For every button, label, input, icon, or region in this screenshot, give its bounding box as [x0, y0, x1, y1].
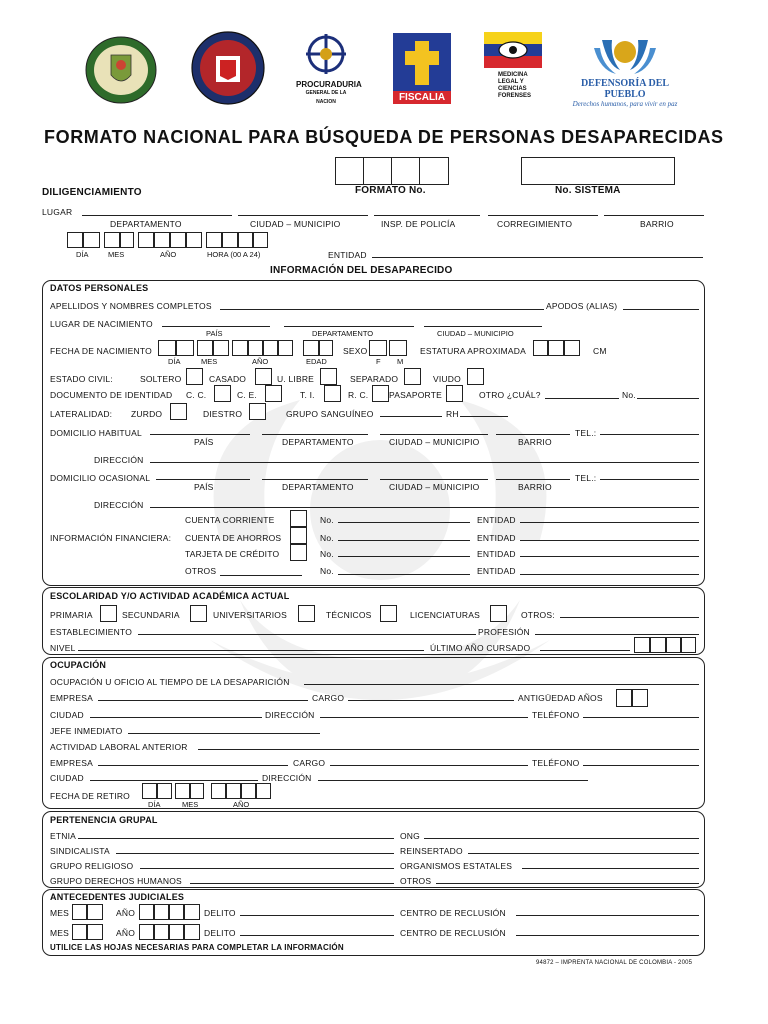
dom-hab-barrio-label: BARRIO [518, 437, 552, 447]
nac-ano-box-1[interactable] [232, 340, 248, 356]
ultimo-box-4[interactable] [681, 637, 696, 653]
estatura-box-1[interactable] [533, 340, 548, 356]
retiro-ano-box-1[interactable] [211, 783, 226, 799]
dom-hab-tel-line[interactable] [600, 434, 699, 435]
ant-mes-label-2: MES [50, 928, 70, 938]
datos-personales-title: DATOS PERSONALES [50, 283, 149, 293]
ant-ano-box-1b[interactable] [154, 904, 169, 920]
formato-no-box-1[interactable] [335, 157, 364, 185]
profesion-line[interactable] [535, 634, 699, 635]
edad-box-2[interactable] [319, 340, 333, 356]
formato-no-box-2[interactable] [363, 157, 392, 185]
direccion2-line[interactable] [318, 780, 588, 781]
dom-oca-pais-label: PAÍS [194, 482, 214, 492]
dom-oca-barrio-label: BARRIO [518, 482, 552, 492]
cuenta-ahorros-label: CUENTA DE AHORROS [185, 533, 282, 543]
ant-ano-box-1c[interactable] [169, 904, 184, 920]
dom-hab-direccion-label: DIRECCIÓN [94, 455, 144, 465]
dom-hab-depto-line[interactable] [262, 434, 368, 435]
procuraduria-logo [296, 30, 362, 106]
etnia-line[interactable] [78, 838, 394, 839]
dom-hab-ciudad-label: CIUDAD – MUNICIPIO [389, 437, 480, 447]
actividad-line[interactable] [198, 749, 699, 750]
pertenencia-title: PERTENENCIA GRUPAL [50, 815, 158, 825]
hora-box-2[interactable] [222, 232, 238, 248]
m-label: M [397, 357, 404, 366]
tarjeta-label: TARJETA DE CRÉDITO [185, 549, 280, 559]
fin-no-line-2[interactable] [338, 540, 470, 541]
tecnicos-label: TÉCNICOS [326, 610, 372, 620]
footer-imprint: 94872 – IMPRENTA NACIONAL DE COLOMBIA - 2005 [536, 960, 693, 966]
retiro-ano-box-4[interactable] [256, 783, 271, 799]
defensoria-logo [560, 30, 690, 106]
ultimo-box-1[interactable] [634, 637, 650, 653]
grupo-line[interactable] [380, 416, 442, 417]
religioso-label: GRUPO RELIGIOSO [50, 861, 134, 871]
ce-label: C. E. [237, 390, 257, 400]
fin-no-label-3: No. [320, 549, 334, 559]
sindicalista-line[interactable] [116, 853, 394, 854]
nac-ano-box-4[interactable] [278, 340, 293, 356]
empresa2-line[interactable] [98, 765, 288, 766]
viudo-label: VIUDO [433, 374, 461, 384]
ano-box-3[interactable] [170, 232, 186, 248]
cargo-label: CARGO [312, 693, 345, 703]
telefono-ocup-line[interactable] [583, 717, 699, 718]
secundaria-box[interactable] [190, 605, 207, 622]
formato-no-box-3[interactable] [391, 157, 420, 185]
estatura-label: ESTATURA APROXIMADA [420, 346, 526, 356]
otro-label: OTRO ¿CUÁL? [479, 390, 541, 400]
retiro-ano-box-3[interactable] [241, 783, 256, 799]
estatura-box-3[interactable] [564, 340, 580, 356]
corregimiento-line[interactable] [488, 215, 598, 216]
hora-box-3[interactable] [238, 232, 253, 248]
no-sistema-box[interactable] [521, 157, 675, 185]
oficio-label: OCUPACIÓN U OFICIO AL TIEMPO DE LA DESAPARICIÓN [50, 677, 290, 687]
ciudad-ocup-label: CIUDAD [50, 710, 84, 720]
ocupacion-title: OCUPACIÓN [50, 660, 107, 670]
retiro-dia-box-1[interactable] [142, 783, 157, 799]
escolaridad-title: ESCOLARIDAD Y/O ACTIVIDAD ACADÉMICA ACTUAL [50, 591, 290, 601]
entidad-label: ENTIDAD [328, 250, 367, 260]
dom-hab-pais-label: PAÍS [194, 437, 214, 447]
dom-hab-barrio-line[interactable] [496, 434, 570, 435]
documento-label: DOCUMENTO DE IDENTIDAD [50, 390, 173, 400]
fin-entidad-line-2[interactable] [520, 540, 699, 541]
antiguedad-box-1[interactable] [616, 689, 632, 707]
edad-box-1[interactable] [303, 340, 319, 356]
otros-escolaridad-line[interactable] [560, 617, 699, 618]
dom-oca-ciudad-label: CIUDAD – MUNICIPIO [389, 482, 480, 492]
nac-ano-box-2[interactable] [248, 340, 263, 356]
dom-hab-ciudad-line[interactable] [380, 434, 488, 435]
apellidos-label: APELLIDOS Y NOMBRES COMPLETOS [50, 301, 212, 311]
derechos-label: GRUPO DERECHOS HUMANOS [50, 876, 182, 886]
diestro-label: DIESTRO [203, 409, 243, 419]
oficio-line[interactable] [304, 684, 699, 685]
profesion-label: PROFESIÓN [478, 627, 530, 637]
jefe-label: JEFE INMEDIATO [50, 726, 123, 736]
otros-pert-line[interactable] [436, 883, 699, 884]
fin-entidad-line-3[interactable] [520, 556, 699, 557]
primaria-label: PRIMARIA [50, 610, 93, 620]
ciudad-nac-label: CIUDAD – MUNICIPIO [437, 329, 514, 338]
antiguedad-box-2[interactable] [632, 689, 648, 707]
retiro-mes-box-1[interactable] [175, 783, 190, 799]
fin-no-label-2: No. [320, 533, 334, 543]
pasaporte-box[interactable] [446, 385, 463, 402]
ant-ano-box-1d[interactable] [184, 904, 200, 920]
dom-oca-direccion-label: DIRECCIÓN [94, 500, 144, 510]
otro-no-label: No. [622, 390, 636, 400]
dom-oca-ciudad-line[interactable] [380, 479, 488, 480]
reinsertado-line[interactable] [468, 853, 699, 854]
hora-label: HORA (00 A 24) [207, 250, 261, 259]
ant-ano-box-2d[interactable] [184, 924, 200, 940]
empresa-line[interactable] [98, 700, 308, 701]
telefono2-line[interactable] [583, 765, 699, 766]
ant-ano-label-2: AÑO [116, 928, 136, 938]
departamento-label: DEPARTAMENTO [110, 219, 182, 229]
fin-no-label-1: No. [320, 515, 334, 525]
retiro-dia-box-2[interactable] [157, 783, 172, 799]
no-sistema-label: No. SISTEMA [555, 185, 621, 196]
ultimo-box-2[interactable] [650, 637, 666, 653]
depto-nac-line[interactable] [284, 326, 414, 327]
otros-fin-line[interactable] [220, 575, 302, 576]
zurdo-box[interactable] [170, 403, 187, 420]
dom-oca-direccion-line[interactable] [150, 507, 699, 508]
police-logo [84, 35, 158, 105]
retiro-ano-label: AÑO [233, 800, 250, 809]
reinsertado-label: REINSERTADO [400, 846, 463, 856]
dom-oca-depto-label: DEPARTAMENTO [282, 482, 354, 492]
dom-hab-direccion-line[interactable] [150, 462, 699, 463]
ultimo-label: ÚLTIMO AÑO CURSADO [430, 643, 531, 653]
ant-ano-label-1: AÑO [116, 908, 136, 918]
ano-box-1[interactable] [138, 232, 154, 248]
cargo2-label: CARGO [293, 758, 326, 768]
fin-entidad-label-3: ENTIDAD [477, 549, 516, 559]
establecimiento-label: ESTABLECIMIENTO [50, 627, 133, 637]
centro-line-2[interactable] [516, 935, 699, 936]
dia-box-1[interactable] [67, 232, 83, 248]
delito-line-1[interactable] [240, 915, 394, 916]
retiro-mes-box-2[interactable] [190, 783, 204, 799]
cc-box[interactable] [214, 385, 231, 402]
dom-hab-tel-label: TEL.: [575, 428, 597, 438]
nac-ano-box-3[interactable] [263, 340, 278, 356]
ant-mes-box-1b[interactable] [87, 904, 103, 920]
ciudad-ocup-line[interactable] [90, 717, 262, 718]
delito-label-2: DELITO [204, 928, 236, 938]
ant-ano-box-2a[interactable] [139, 924, 154, 940]
ant-mes-box-2b[interactable] [87, 924, 103, 940]
fecha-nac-label: FECHA DE NACIMIENTO [50, 346, 152, 356]
army-logo [190, 30, 266, 106]
sexo-label: SEXO [343, 346, 368, 356]
dom-ocasional-label: DOMICILIO OCASIONAL [50, 473, 151, 483]
casado-box[interactable] [255, 368, 272, 385]
barrio-line[interactable] [604, 215, 704, 216]
ant-ano-box-1a[interactable] [139, 904, 154, 920]
fin-entidad-label-4: ENTIDAD [477, 566, 516, 576]
diligenciamiento-label: DILIGENCIAMIENTO [42, 187, 142, 198]
dia-box-2[interactable] [83, 232, 100, 248]
universitarios-box[interactable] [298, 605, 315, 622]
fecha-retiro-label: FECHA DE RETIRO [50, 791, 130, 801]
telefono2-label: TELÉFONO [532, 758, 580, 768]
rc-box[interactable] [372, 385, 389, 402]
nac-mes-box-1[interactable] [197, 340, 213, 356]
ant-mes-box-1a[interactable] [72, 904, 87, 920]
cuenta-corriente-label: CUENTA CORRIENTE [185, 515, 275, 525]
formato-no-box-4[interactable] [419, 157, 449, 185]
nac-ano-label: AÑO [252, 357, 269, 366]
medicina-legal-logo [484, 32, 542, 106]
tarjeta-box[interactable] [290, 544, 307, 561]
fiscalia-label: FISCALIA [393, 91, 451, 104]
nac-dia-box-1[interactable] [158, 340, 176, 356]
ant-mes-label-1: MES [50, 908, 70, 918]
apodos-line[interactable] [623, 309, 699, 310]
universitarios-label: UNIVERSITARIOS [213, 610, 287, 620]
utilice-note: UTILICE LAS HOJAS NECESARIAS PARA COMPLETAR LA INFORMACIÓN [50, 943, 344, 952]
sexo-m-box[interactable] [389, 340, 407, 356]
defensoria-label: DEFENSORÍA DEL PUEBLO Derechos humanos, para vivir en paz [572, 78, 678, 108]
insp-line[interactable] [374, 215, 480, 216]
separado-box[interactable] [404, 368, 421, 385]
otros-escolaridad-label: OTROS: [521, 610, 555, 620]
cuenta-ahorros-box[interactable] [290, 527, 307, 544]
apodos-label: APODOS (ALIAS) [546, 301, 618, 311]
grupo-label: GRUPO SANGUÍNEO [286, 409, 374, 419]
religioso-line[interactable] [140, 868, 394, 869]
pais-line[interactable] [162, 326, 270, 327]
pais-label: PAÍS [206, 329, 223, 338]
ciudad-nac-line[interactable] [424, 326, 542, 327]
primaria-box[interactable] [100, 605, 117, 622]
soltero-label: SOLTERO [140, 374, 182, 384]
antecedentes-title: ANTECEDENTES JUDICIALES [50, 892, 185, 902]
edad-label: EDAD [306, 357, 327, 366]
fin-no-label-4: No. [320, 566, 334, 576]
retiro-ano-box-2[interactable] [226, 783, 241, 799]
hora-box-1[interactable] [206, 232, 222, 248]
ong-line[interactable] [424, 838, 699, 839]
ant-ano-box-2c[interactable] [169, 924, 184, 940]
hora-box-4[interactable] [253, 232, 268, 248]
antiguedad-label: ANTIGÜEDAD AÑOS [518, 693, 603, 703]
ce-box[interactable] [265, 385, 282, 402]
licenciaturas-label: LICENCIATURAS [410, 610, 480, 620]
cc-label: C. C. [186, 390, 207, 400]
licenciaturas-box[interactable] [490, 605, 507, 622]
fin-no-line-3[interactable] [338, 556, 470, 557]
centro-label-1: CENTRO DE RECLUSIÓN [400, 908, 506, 918]
lugar-label: LUGAR [42, 207, 73, 217]
organismos-label: ORGANISMOS ESTATALES [400, 861, 513, 871]
cuenta-corriente-box[interactable] [290, 510, 307, 527]
entidad-line[interactable] [372, 257, 703, 258]
mes-box-1[interactable] [104, 232, 120, 248]
retiro-dia-label: DÍA [148, 800, 161, 809]
estado-civil-label: ESTADO CIVIL: [50, 374, 113, 384]
ciudad-line[interactable] [238, 215, 368, 216]
info-fin-label: INFORMACIÓN FINANCIERA: [50, 533, 172, 543]
page-title: FORMATO NACIONAL PARA BÚSQUEDA DE PERSONAS DESAPARECIDAS [44, 127, 724, 147]
dom-oca-pais-line[interactable] [156, 479, 250, 480]
ant-ano-box-2b[interactable] [154, 924, 169, 940]
establecimiento-line[interactable] [138, 634, 476, 635]
lateralidad-label: LATERALIDAD: [50, 409, 113, 419]
nac-dia-box-2[interactable] [176, 340, 194, 356]
dom-habitual-label: DOMICILIO HABITUAL [50, 428, 142, 438]
corregimiento-label: CORREGIMIENTO [497, 219, 573, 229]
ciudad-label: CIUDAD – MUNICIPIO [250, 219, 341, 229]
insp-label: INSP. DE POLICÍA [381, 219, 456, 229]
delito-line-2[interactable] [240, 935, 394, 936]
mes-box-2[interactable] [120, 232, 134, 248]
departamento-line[interactable] [82, 215, 232, 216]
otro-line[interactable] [545, 398, 619, 399]
direccion2-label: DIRECCIÓN [262, 773, 312, 783]
casado-label: CASADO [209, 374, 247, 384]
fin-entidad-line-4[interactable] [520, 574, 699, 575]
centro-label-2: CENTRO DE RECLUSIÓN [400, 928, 506, 938]
empresa2-label: EMPRESA [50, 758, 93, 768]
procuraduria-label: PROCURADURIA GENERAL DE LA NACION [296, 80, 362, 105]
ultimo-box-3[interactable] [666, 637, 681, 653]
dom-hab-depto-label: DEPARTAMENTO [282, 437, 354, 447]
nivel-label: NIVEL [50, 643, 76, 653]
fin-no-line-1[interactable] [338, 522, 470, 523]
ano-box-2[interactable] [154, 232, 170, 248]
nac-mes-label: MES [201, 357, 218, 366]
medicina-legal-label: MEDICINA LEGAL Y CIENCIAS FORENSES [498, 72, 532, 99]
centro-line-1[interactable] [516, 915, 699, 916]
ciudad2-line[interactable] [90, 780, 258, 781]
cm-label: CM [593, 346, 607, 356]
ti-label: T. I. [300, 390, 315, 400]
estatura-box-2[interactable] [548, 340, 564, 356]
retiro-mes-label: MES [182, 800, 199, 809]
empresa-label: EMPRESA [50, 693, 93, 703]
dom-hab-pais-line[interactable] [150, 434, 250, 435]
sexo-f-box[interactable] [369, 340, 387, 356]
info-desaparecido-title: INFORMACIÓN DEL DESAPARECIDO [270, 265, 453, 276]
rh-label: RH [446, 409, 459, 419]
pasaporte-label: PASAPORTE [389, 390, 442, 400]
cargo-line[interactable] [348, 700, 514, 701]
cargo2-line[interactable] [330, 765, 528, 766]
ciudad2-label: CIUDAD [50, 773, 84, 783]
nivel-line[interactable] [78, 650, 424, 651]
ulibre-label: U. LIBRE [277, 374, 315, 384]
actividad-label: ACTIVIDAD LABORAL ANTERIOR [50, 742, 188, 752]
dia-label: DÍA [76, 250, 89, 259]
barrio-label: BARRIO [640, 219, 674, 229]
tecnicos-box[interactable] [380, 605, 397, 622]
otros-pert-label: OTROS [400, 876, 432, 886]
dom-oca-tel-label: TEL.: [575, 473, 597, 483]
organismos-line[interactable] [522, 868, 699, 869]
ano-box-4[interactable] [186, 232, 202, 248]
fiscalia-logo [393, 33, 451, 105]
secundaria-label: SECUNDARIA [122, 610, 180, 620]
fin-entidad-label-2: ENTIDAD [477, 533, 516, 543]
dom-oca-barrio-line[interactable] [496, 479, 570, 480]
zurdo-label: ZURDO [131, 409, 163, 419]
ong-label: ONG [400, 831, 420, 841]
direccion-ocup-line[interactable] [320, 717, 528, 718]
lugar-nac-label: LUGAR DE NACIMIENTO [50, 319, 153, 329]
telefono-ocup-label: TELÉFONO [532, 710, 580, 720]
f-label: F [376, 357, 381, 366]
ti-box[interactable] [324, 385, 341, 402]
fin-entidad-label-1: ENTIDAD [477, 515, 516, 525]
jefe-line[interactable] [128, 733, 320, 734]
fin-no-line-4[interactable] [338, 574, 470, 575]
depto-nac-label: DEPARTAMENTO [312, 329, 374, 338]
soltero-box[interactable] [186, 368, 203, 385]
ano-label: AÑO [160, 250, 177, 259]
ultimo-line[interactable] [540, 650, 630, 651]
rc-label: R. C. [348, 390, 369, 400]
sindicalista-label: SINDICALISTA [50, 846, 110, 856]
ant-mes-box-2a[interactable] [72, 924, 87, 940]
formato-no-label: FORMATO No. [355, 185, 426, 196]
otros-fin-label: OTROS [185, 566, 217, 576]
nac-dia-label: DÍA [168, 357, 181, 366]
dom-oca-depto-line[interactable] [262, 479, 368, 480]
mes-label: MES [108, 250, 125, 259]
fin-entidad-line-1[interactable] [520, 522, 699, 523]
etnia-label: ETNIA [50, 831, 77, 841]
delito-label-1: DELITO [204, 908, 236, 918]
rh-line[interactable] [460, 416, 508, 417]
separado-label: SEPARADO [350, 374, 399, 384]
diestro-box[interactable] [249, 403, 266, 420]
ulibre-box[interactable] [320, 368, 337, 385]
apellidos-line[interactable] [220, 309, 544, 310]
derechos-line[interactable] [190, 883, 394, 884]
viudo-box[interactable] [467, 368, 484, 385]
otro-no-line[interactable] [637, 398, 699, 399]
nac-mes-box-2[interactable] [213, 340, 229, 356]
direccion-ocup-label: DIRECCIÓN [265, 710, 315, 720]
dom-oca-tel-line[interactable] [600, 479, 699, 480]
